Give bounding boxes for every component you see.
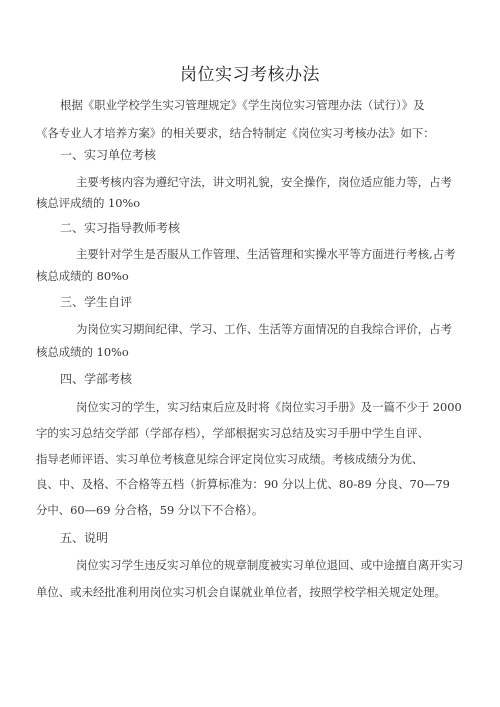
document-title: 岗位实习考核办法 <box>180 65 320 85</box>
section-heading-1: 一、实习单位考核 <box>60 148 157 162</box>
section-4-line-5: 分中、60—69 分合格，59 分以下不合格）。 <box>36 503 264 517</box>
section-heading-3: 三、学生自评 <box>60 295 133 309</box>
section-2-line-1: 主要针对学生是否服从工作管理、生活管理和实操水平等方面进行考核,占考 <box>76 247 456 261</box>
section-4-line-2: 字的实习总结交学部（学部存档），学部根据实习总结及实习手册中学生自评、 <box>36 426 429 440</box>
section-3-line-2: 核总成绩的 10%o <box>36 345 129 359</box>
intro-line-1: 根据《职业学校学生实习管理规定》《学生岗位实习管理办法（试行）》及 <box>60 98 425 112</box>
intro-line-2: 《各专业人才培养方案》的相关要求，结合特制定《岗位实习考核办法》如下： <box>36 126 435 140</box>
section-heading-4: 四、学部考核 <box>60 372 133 386</box>
section-2-line-2: 核总成绩的 80%o <box>36 269 129 283</box>
section-4-line-4: 良、中、及格、不合格等五档（折算标准为：90 分以上优、80-89 分良、70—79 <box>36 477 450 491</box>
section-4-line-1: 岗位实习的学生，实习结束后应及时将《岗位实习手册》及一篇不少于 2000 <box>76 400 462 414</box>
section-4-line-3: 指导老师评语、实习单位考核意见综合评定岗位实习成绩。考核成绩分为优、 <box>36 452 424 466</box>
section-3-line-1: 为岗位实习期间纪律、学习、工作、生活等方面情况的自我综合评价，占考 <box>76 322 452 336</box>
section-heading-2: 二、实习指导教师考核 <box>60 221 181 235</box>
section-5-line-1: 岗位实习学生违反实习单位的规章制度被实习单位退回、或中途擅自离开实习 <box>76 558 464 572</box>
section-heading-5: 五、说明 <box>60 531 109 545</box>
section-5-line-2: 单位、或未经批准利用岗位实习机会自谋就业单位者，按照学校学相关规定处理。 <box>36 585 447 599</box>
section-1-line-2: 核总评成绩的 10%o <box>36 196 141 210</box>
section-1-line-1: 主要考核内容为遵纪守法，讲文明礼貌，安全操作，岗位适应能力等，占考 <box>76 175 452 189</box>
